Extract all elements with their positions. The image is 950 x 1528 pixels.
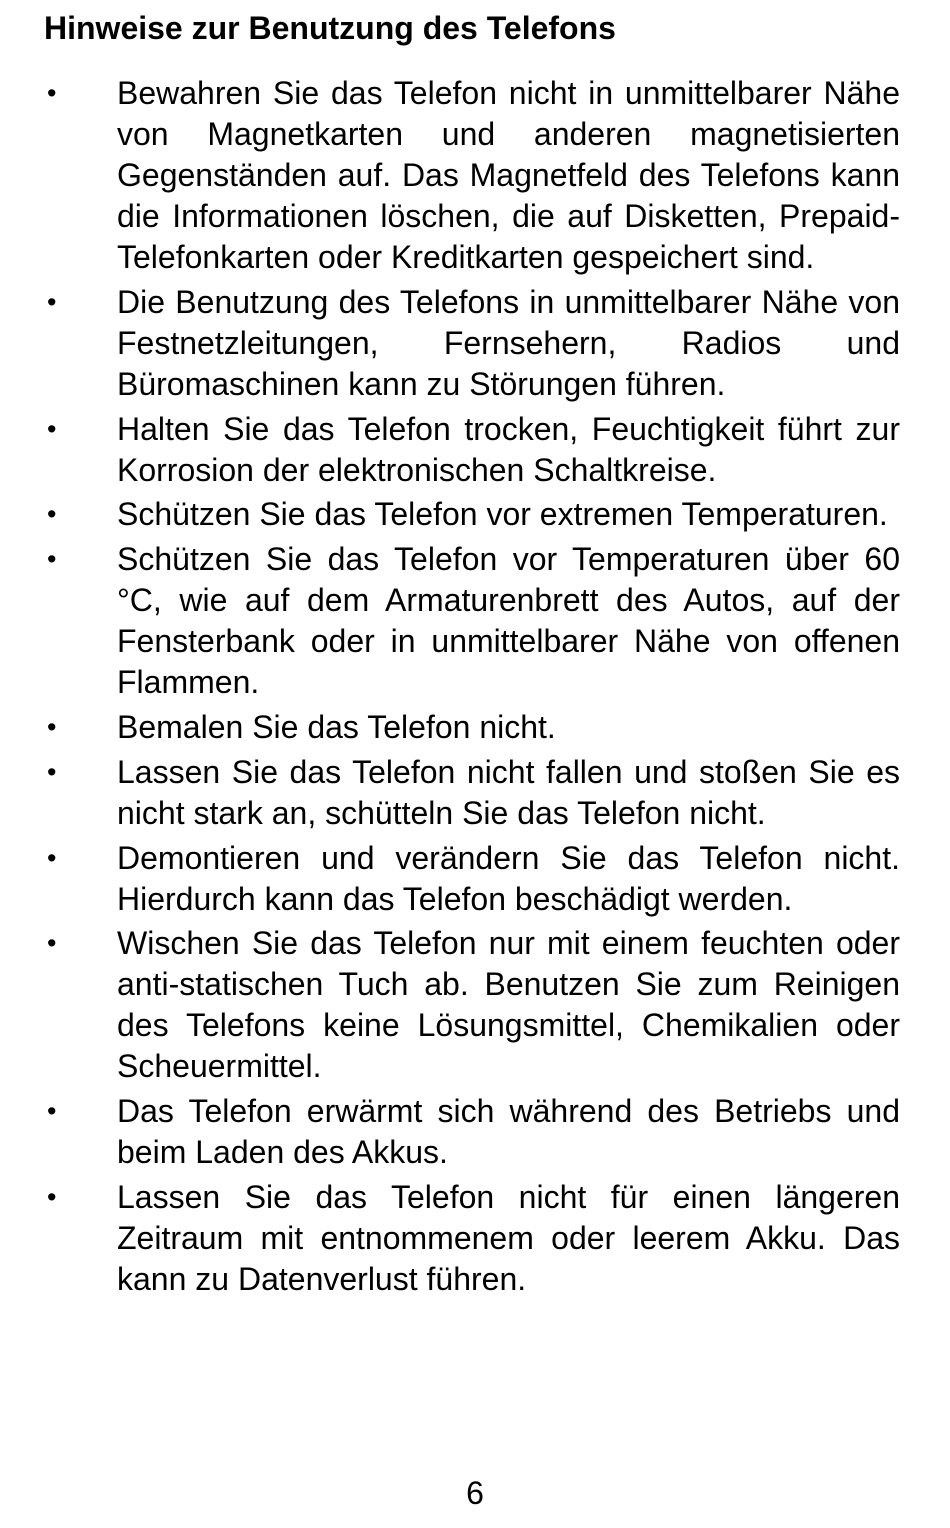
list-item — [0, 409, 950, 491]
bullet-icon: • — [47, 928, 57, 959]
bullet-icon: • — [47, 286, 57, 317]
bullet-icon: • — [47, 1096, 57, 1127]
list-item-text: Schützen Sie das Telefon vor Temperaturen über 60 °C, wie auf dem Armaturenbrett des Autos, auf der Fensterbank oder in unmittelbarer Nähe von offenen Flammen. — [117, 541, 900, 701]
list-item-text: Lassen Sie das Telefon nicht fallen und stoßen Sie es nicht stark an, schütteln Sie das Telefon nicht. — [117, 753, 900, 831]
bullet-icon: • — [47, 842, 57, 873]
list-item — [0, 1177, 950, 1300]
bullet-icon: • — [47, 78, 57, 108]
bullet-icon: • — [47, 1181, 57, 1212]
list-item — [0, 1091, 950, 1173]
list-item — [0, 923, 950, 1087]
list-item-text: Halten Sie das Telefon trocken, Feuchtigkeit führt zur Korrosion der elektronischen Schaltkreise. — [117, 410, 900, 488]
list-item-text: Wischen Sie das Telefon nur mit einem feuchten oder anti-statischen Tuch ab. Benutzen Sie zum Reinigen des Telefons keine Lösungsmittel, Chemikalien oder Scheuermittel. — [117, 925, 900, 1085]
notes-list — [0, 73, 950, 1304]
list-item — [0, 539, 950, 703]
list-item-text: Schützen Sie das Telefon vor extremen Temperaturen. — [117, 496, 888, 533]
list-item — [0, 494, 950, 535]
list-item-text: Demontieren und verändern Sie das Telefon nicht. Hierdurch kann das Telefon beschädigt werden. — [117, 839, 900, 917]
list-item — [0, 752, 950, 834]
page-number: 6 — [466, 1475, 484, 1511]
list-item-text: Bemalen Sie das Telefon nicht. — [117, 708, 556, 745]
list-item — [0, 838, 950, 920]
bullet-icon: • — [47, 544, 57, 575]
page-title: Hinweise zur Benutzung des Telefons — [44, 10, 616, 46]
bullet-icon: • — [47, 756, 57, 787]
bullet-icon: • — [47, 499, 57, 530]
list-item — [0, 73, 950, 278]
list-item — [0, 707, 950, 748]
bullet-icon: • — [47, 413, 57, 444]
list-item-text: Bewahren Sie das Telefon nicht in unmittelbarer Nähe von Magnetkarten und anderen magnetisierten Gegenständen auf. Das Magnetfeld des Telefons kann die Informationen löschen, die auf Disketten, Prepaid-Telefonkarten oder Kreditkarten gespeichert sind. — [117, 75, 900, 275]
bullet-icon: • — [47, 711, 57, 742]
list-item-text: Lassen Sie das Telefon nicht für einen längeren Zeitraum mit entnommenem oder leerem Akku. Das kann zu Datenverlust führen. — [117, 1178, 900, 1297]
list-item — [0, 282, 950, 405]
list-item-text: Das Telefon erwärmt sich während des Betriebs und beim Laden des Akkus. — [117, 1093, 900, 1171]
list-item-text: Die Benutzung des Telefons in unmittelbarer Nähe von Festnetzleitungen, Fernsehern, Radios und Büromaschinen kann zu Störungen führen. — [117, 283, 900, 402]
